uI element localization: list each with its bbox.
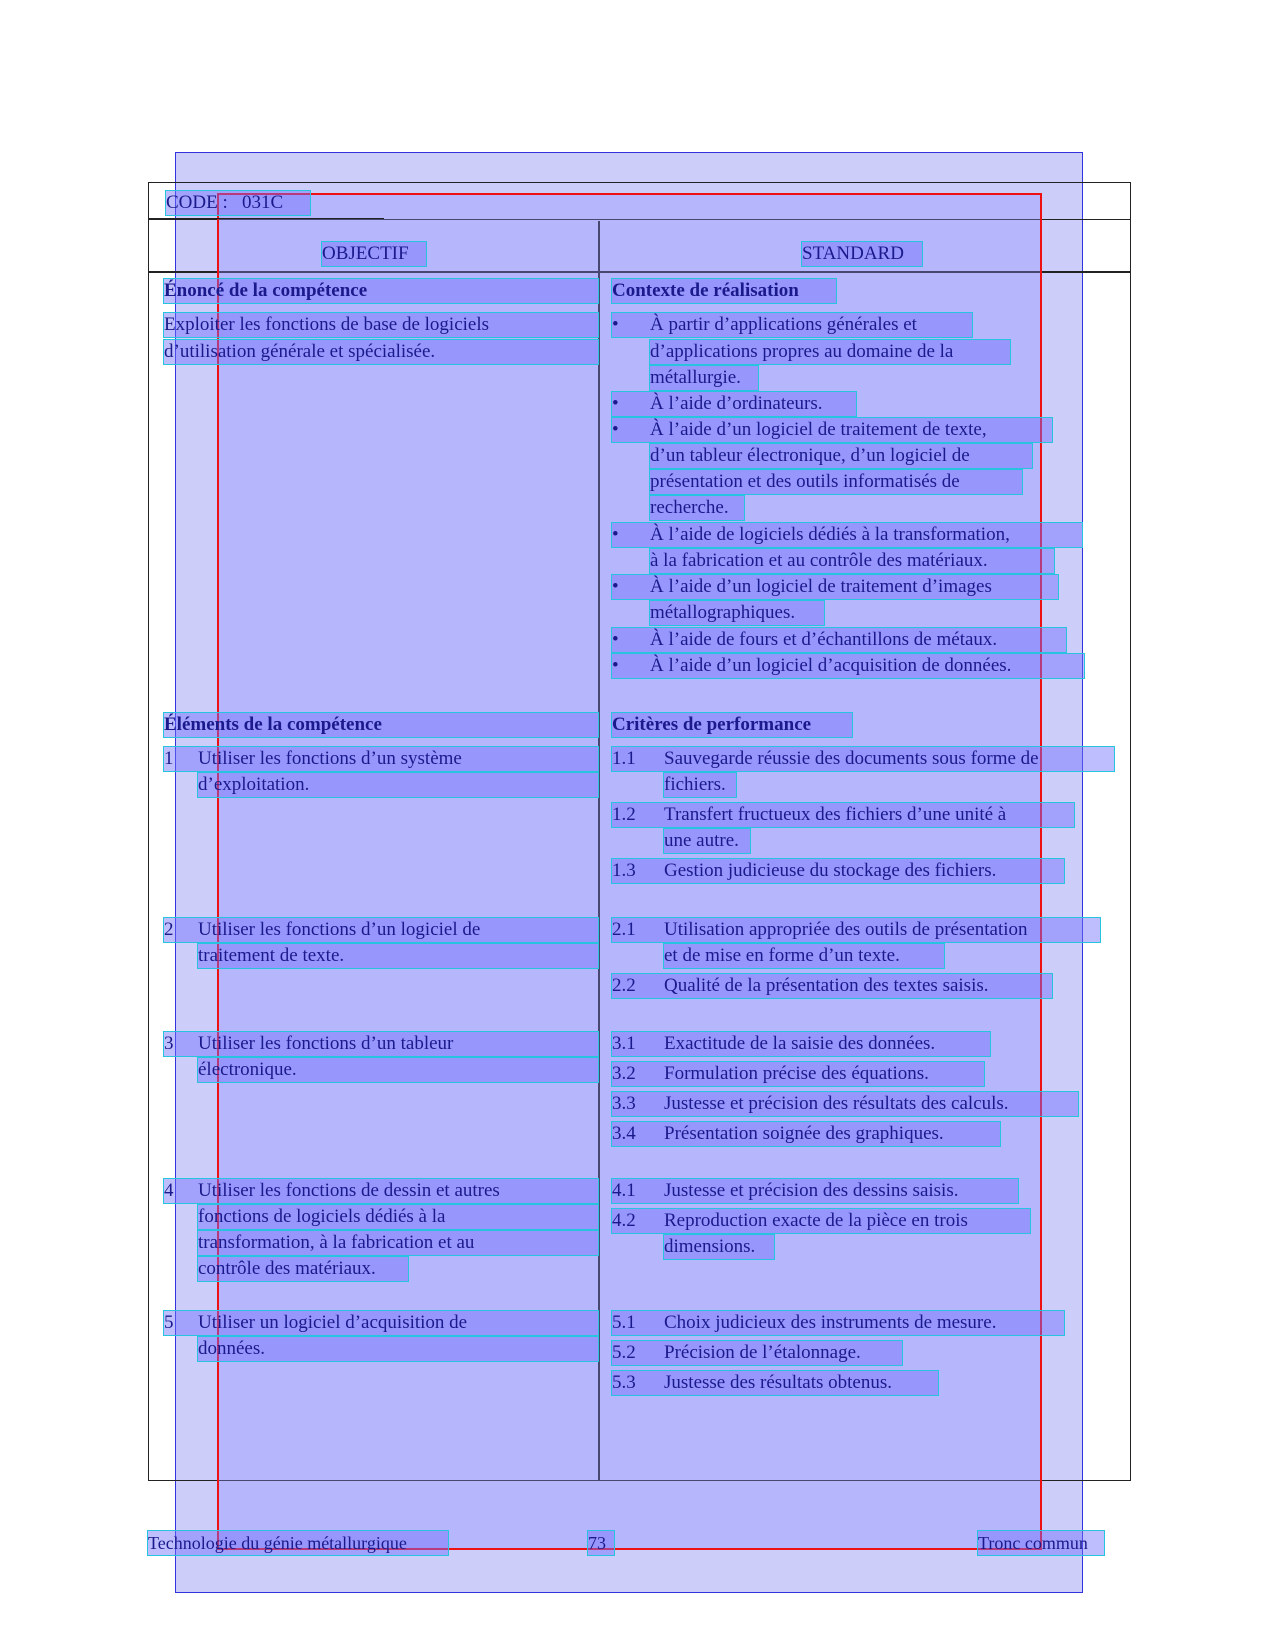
contexte-item: • À l’aide d’ordinateurs. (612, 392, 856, 416)
enonce-line: d’utilisation générale et spécialisée. (164, 340, 598, 364)
critere-item: 1.3 Gestion judicieuse du stockage des fichiers. (612, 859, 1064, 883)
critere-item: 1.1 Sauvegarde réussie des documents sous forme de (612, 747, 1114, 771)
element-item: 5 Utiliser un logiciel d’acquisition de (164, 1311, 598, 1335)
critere-item: 3.3 Justesse et précision des résultats des calculs. (612, 1092, 1078, 1116)
critere-item: 5.1 Choix judicieux des instruments de mesure. (612, 1311, 1064, 1335)
code-value: 031C (242, 192, 284, 213)
element-item: 2 Utiliser les fonctions d’un logiciel de (164, 918, 598, 942)
element-line: contrôle des matériaux. (198, 1257, 408, 1281)
contexte-line: d’applications propres au domaine de la (650, 340, 1010, 364)
critere-item: 4.2 Reproduction exacte de la pièce en trois (612, 1209, 1030, 1233)
element-item: 4 Utiliser les fonctions de dessin et autres (164, 1179, 598, 1203)
critere-item: 3.1 Exactitude de la saisie des données. (612, 1032, 990, 1056)
contexte-line: métallographiques. (650, 601, 824, 625)
code-underline (148, 218, 384, 219)
critere-item: 2.2 Qualité de la présentation des textes saisis. (612, 974, 1052, 998)
footer-title: Technologie du génie métallurgique (148, 1531, 448, 1555)
critere-line: une autre. (664, 829, 750, 853)
element-line: traitement de texte. (198, 944, 598, 968)
element-line: fonctions de logiciels dédiés à la (198, 1205, 598, 1229)
elements-title: Éléments de la compétence (164, 713, 598, 737)
page-number: 73 (588, 1531, 614, 1555)
contexte-line: d’un tableur électronique, d’un logiciel de (650, 444, 1032, 468)
contexte-item: • À l’aide d’un logiciel de traitement d’images (612, 575, 1058, 599)
contexte-item: • À l’aide de fours et d’échantillons de métaux. (612, 628, 1066, 652)
critere-item: 5.3 Justesse des résultats obtenus. (612, 1371, 938, 1395)
contexte-title: Contexte de réalisation (612, 279, 836, 303)
critere-item: 2.1 Utilisation appropriée des outils de présentation (612, 918, 1100, 942)
enonce-line: Exploiter les fonctions de base de logiciels (164, 313, 598, 337)
critere-item: 1.2 Transfert fructueux des fichiers d’une unité à (612, 803, 1074, 827)
critere-line: et de mise en forme d’un texte. (664, 944, 944, 968)
element-line: transformation, à la fabrication et au (198, 1231, 598, 1255)
enonce-title: Énoncé de la compétence (164, 279, 598, 303)
footer-section: Tronc commun (978, 1531, 1104, 1555)
element-line: d’exploitation. (198, 773, 598, 797)
critere-line: dimensions. (664, 1235, 774, 1259)
contexte-line: métallurgie. (650, 366, 758, 390)
code-label: CODE : (166, 192, 228, 213)
objectif-header: OBJECTIF (322, 242, 426, 266)
code-line (166, 191, 310, 215)
contexte-line: présentation et des outils informatisés de (650, 470, 1022, 494)
contexte-line: recherche. (650, 496, 744, 520)
critere-item: 3.2 Formulation précise des équations. (612, 1062, 984, 1086)
critere-line: fichiers. (664, 773, 736, 797)
critere-item: 5.2 Précision de l’étalonnage. (612, 1341, 902, 1365)
element-item: 3 Utiliser les fonctions d’un tableur (164, 1032, 598, 1056)
element-item: 1 Utiliser les fonctions d’un système (164, 747, 598, 771)
standard-header: STANDARD (802, 242, 922, 266)
contexte-item: • À partir d’applications générales et (612, 313, 972, 337)
element-line: données. (198, 1337, 598, 1361)
contexte-item: • À l’aide de logiciels dédiés à la transformation, (612, 523, 1082, 547)
element-line: électronique. (198, 1058, 598, 1082)
contexte-item: • À l’aide d’un logiciel d’acquisition de données. (612, 654, 1084, 678)
contexte-line: à la fabrication et au contrôle des matériaux. (650, 549, 1054, 573)
criteres-title: Critères de performance (612, 713, 852, 737)
critere-item: 4.1 Justesse et précision des dessins saisis. (612, 1179, 1018, 1203)
critere-item: 3.4 Présentation soignée des graphiques. (612, 1122, 1000, 1146)
contexte-item: • À l’aide d’un logiciel de traitement de texte, (612, 418, 1052, 442)
